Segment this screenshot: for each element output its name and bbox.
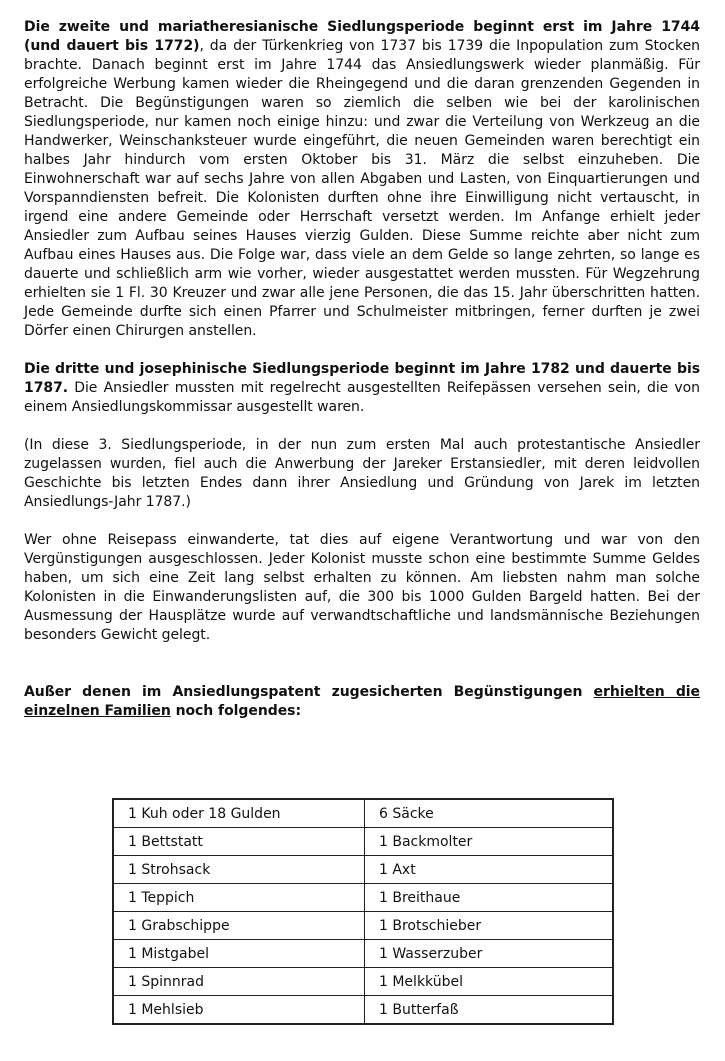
table-cell: 1 Kuh oder 18 Gulden [113, 799, 365, 828]
table-row [113, 968, 613, 996]
table-cell: 1 Wasserzuber [365, 940, 614, 968]
table-cell: 1 Butterfaß [365, 996, 614, 1025]
table-cell: 1 Brotschieber [365, 912, 614, 940]
table-cell: 1 Spinnrad [113, 968, 365, 996]
table-cell: 1 Strohsack [113, 856, 365, 884]
table-row [113, 940, 613, 968]
paragraph-lead-bold: Die zweite und mariatheresianische Siedlungsperiode beginnt erst im Jahre 1744 (und dauert bis 1772) [24, 19, 700, 54]
paragraph-body: Die Ansiedler mussten mit regelrecht ausgestellten Reifepässen versehen sein, die von einem Ansiedlungskommissar ausgestellt waren. [24, 380, 700, 415]
document-page [24, 18, 700, 721]
paragraph-jarek-note [24, 436, 700, 512]
table-cell: 1 Mehlsieb [113, 996, 365, 1025]
paragraph-body: (In diese 3. Siedlungsperiode, in der nun zum ersten Mal auch protestantische Ansiedler zugelassen wurden, fiel auch die Anwerbung der Jareker Erstansiedler, mit deren leidvollen Geschichte bis letzten Endes dann ihrer Ansiedlung und Gründung von Jarek im letzten Ansiedlungs-Jahr 1787.) [24, 437, 700, 510]
table-row [113, 799, 613, 828]
table-row [113, 996, 613, 1025]
paragraph-third-settlement-period [24, 360, 700, 417]
heading-part-1: Außer denen im Ansiedlungspatent zugesicherten Begünstigungen [24, 684, 594, 700]
paragraph-body: Wer ohne Reisepass einwanderte, tat dies auf eigene Verantwortung und war von den Vergünstigungen ausgeschlossen. Jeder Kolonist musste schon eine bestimmte Summe Geldes haben, um sich eine Zeit lang selbst erhalten zu können. Am liebsten nahm man solche Kolonisten in die Einwanderungslisten auf, die 300 bis 1000 Gulden Bargeld hatten. Bei der Ausmessung der Hausplätze wurde auf verwandtschaftliche und landsmännische Beziehungen besonders Gewicht gelegt. [24, 532, 700, 643]
table-cell: 1 Grabschippe [113, 912, 365, 940]
table-cell: 1 Backmolter [365, 828, 614, 856]
table-cell: 6 Säcke [365, 799, 614, 828]
table-cell: 1 Teppich [113, 884, 365, 912]
table-cell: 1 Melkkübel [365, 968, 614, 996]
table-cell: 1 Bettstatt [113, 828, 365, 856]
paragraph-body: , da der Türkenkrieg von 1737 bis 1739 die Inpopulation zum Stocken brachte. Danach beginnt erst im Jahre 1744 das Ansiedlungswerk wieder planmäßig. Für erfolgreiche Werbung kamen wieder die Rheingegend und die daran grenzenden Gegenden in Betracht. Die Begünstigungen waren so ziemlich die selben wie bei der karolinischen Siedlungsperiode, nur kamen noch einige hinzu: und zwar die Verteilung von Werkzeug an die Handwerker, Weinschanksteuer wurde eingeführt, die neuen Gemeinden waren berechtigt ein halbes Jahr hindurch vom ersten Oktober bis 31. März die selbst einzuheben. Die Einwohnerschaft war auf sechs Jahre von allen Abgaben und Lasten, von Einquartierungen und Vorspanndiensten befreit. Die Kolonisten durften ohne ihre Einwilligung nicht vertauscht, in irgend eine andere Gemeinde oder Herrschaft versetzt werden. Im Anfange erhielt jeder Ansiedler zum Aufbau seines Hauses vierzig Gulden. Diese Summe reichte aber nicht zum Aufbau eines Hauses aus. Die Folge war, dass viele an dem Gelde so lange zehrten, so lange es dauerte und schließlich arm wie vorher, wieder ausgestattet werden mussten. Für Wegzehrung erhielten sie 1 Fl. 30 Kreuzer und zwar alle jene Personen, die das 15. Jahr überschritten hatten. Jede Gemeinde durfte sich einen Pfarrer und Schulmeister mitbringen, ferner durften je zwei Dörfer einen Chirurgen anstellen. [24, 38, 700, 339]
heading-part-2: noch folgendes: [170, 703, 301, 719]
paragraph-passport [24, 531, 700, 645]
table-row [113, 856, 613, 884]
paragraph-lead-bold: Die dritte und josephinische Siedlungsperiode beginnt im Jahre 1782 und dauerte bis 1787. [24, 361, 700, 396]
table-row [113, 912, 613, 940]
table-cell: 1 Mistgabel [113, 940, 365, 968]
table-cell: 1 Breithaue [365, 884, 614, 912]
heading-underlined: erhielten die einzelnen Familien [24, 684, 700, 719]
table-row [113, 828, 613, 856]
section-heading [24, 683, 700, 721]
table-row [113, 884, 613, 912]
table-cell: 1 Axt [365, 856, 614, 884]
provisions-table [112, 798, 614, 1025]
paragraph-second-settlement-period [24, 18, 700, 341]
